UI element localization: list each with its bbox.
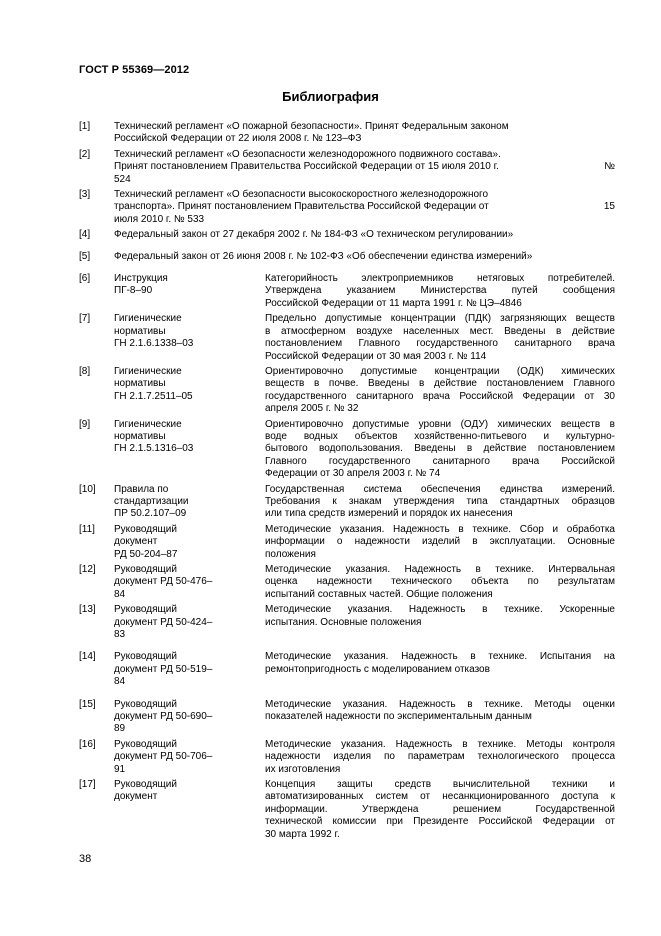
document-description	[265, 419, 615, 481]
entry-number: [16]	[79, 738, 96, 750]
document-description	[265, 564, 615, 601]
entry-number: [13]	[79, 604, 96, 616]
document-description	[265, 273, 615, 310]
entry-number: [12]	[79, 564, 96, 575]
document-label	[114, 419, 254, 456]
entry-number: [11]	[79, 523, 95, 535]
description-line: Методические указания. Надежность в технике. Интервальная	[265, 564, 615, 575]
description-line: надежности изделия по параметрам технологического процесса	[265, 751, 615, 763]
label-line: Гигиенические	[114, 365, 182, 377]
description-line: Предельно допустимые концентрации (ПДК) загрязняющих веществ	[265, 313, 615, 325]
label-line: ГН 2.1.7.2511–05	[114, 390, 193, 402]
bibliography-entry	[79, 484, 615, 521]
label-line: Руководящий	[114, 523, 177, 535]
document-description	[265, 313, 615, 363]
entry-line: Федеральный закон от 26 июня 2008 г. № 102-ФЗ «Об обеспечении единства измерений»	[114, 250, 533, 262]
description-line: положения	[265, 548, 316, 560]
label-line: Гигиенические	[114, 418, 182, 430]
entry-text	[114, 149, 615, 186]
bibliography-entry	[79, 739, 615, 776]
description-line: Концепция защиты средств вычислительной техники и	[265, 779, 615, 790]
entry-line: июля 2010 г. № 533	[114, 213, 205, 225]
bibliography-entry	[79, 313, 615, 363]
label-line: РД 50-204–87	[114, 548, 178, 560]
entry-line: Технический регламент «О безопасности железнодорожного подвижного состава».	[114, 148, 501, 160]
entry-line-tail: №	[604, 161, 615, 173]
description-line: Главного государственного санитарного врача Российской	[265, 455, 615, 467]
label-line: Инструкция	[114, 273, 168, 285]
entry-number: [15]	[79, 698, 96, 710]
entry-line-text: транспорта». Принят постановлением Правительства Российской Федерации от	[114, 201, 489, 213]
document-label	[114, 564, 254, 601]
document-label	[114, 366, 254, 403]
document-description	[265, 651, 615, 688]
document-description	[265, 739, 615, 776]
document-description	[265, 699, 615, 736]
label-line: документ РД 50-424–	[114, 616, 213, 628]
entry-number: [14]	[79, 651, 96, 663]
bibliography-entry	[79, 251, 615, 263]
bibliography-list	[79, 121, 615, 844]
entry-line: Федеральный закон от 27 декабря 2002 г. № 184-ФЗ «О техническом регулировании»	[114, 229, 514, 241]
description-line: в атмосферном воздухе населенных мест. Введены в действие	[265, 325, 615, 337]
description-line: Методические указания. Надежность в технике. Сбор и обработка	[265, 523, 615, 535]
description-line: Российской Федерации от 30 мая 2003 г. № 114	[265, 350, 487, 362]
label-line: ГН 2.1.5.1316–03	[114, 443, 194, 455]
bibliography-entry	[79, 524, 615, 561]
entry-number: [6]	[79, 273, 91, 285]
document-label	[114, 524, 254, 561]
label-line: Руководящий	[114, 779, 177, 790]
bibliography-entry	[79, 419, 615, 481]
bibliography-entry	[79, 564, 615, 601]
label-line: Руководящий	[114, 564, 177, 575]
bibliography-entry	[79, 699, 615, 736]
description-line: Методические указания. Надежность в технике. Методы контроля	[265, 738, 615, 750]
description-line: технической комиссии при Президенте Российской Федерации от	[265, 816, 615, 828]
page-number: 38	[79, 853, 92, 865]
label-line: Руководящий	[114, 698, 177, 710]
entry-number: [7]	[79, 313, 91, 325]
description-line: Российской Федерации от 11 марта 1991 г. № ЦЭ–4846	[265, 297, 522, 309]
label-line: 84	[114, 676, 126, 688]
label-line: документ РД 50-706–	[114, 751, 213, 763]
entry-number: [4]	[79, 229, 91, 241]
label-line: нормативы	[114, 325, 166, 337]
description-line: Категорийность электроприемников нетяговых потребителей.	[265, 273, 615, 285]
document-description	[265, 366, 615, 416]
entry-number: [3]	[79, 189, 91, 201]
description-line: Методические указания. Надежность в технике. Испытания на	[265, 651, 615, 663]
document-label	[114, 484, 254, 521]
label-line: Руководящий	[114, 604, 177, 616]
label-line: нормативы	[114, 378, 166, 390]
label-line: документ РД 50-519–	[114, 663, 213, 675]
label-line: ГН 2.1.6.1338–03	[114, 338, 194, 350]
description-line: показателей надежности по экспериментальным данным	[265, 711, 532, 722]
bibliography-entry	[79, 149, 615, 186]
description-line: Методические указания. Надежность в технике. Методы оценки	[265, 698, 615, 710]
entry-text	[114, 229, 615, 241]
description-line: испытания. Основные положения	[265, 616, 422, 628]
document-label	[114, 313, 254, 350]
label-line: стандартизации	[114, 495, 189, 507]
label-line: нормативы	[114, 430, 166, 442]
bibliography-entry	[79, 651, 615, 688]
label-line: Гигиенические	[114, 313, 182, 325]
entry-line-text: Принят постановлением Правительства Российской Федерации от 15 июля 2010 г.	[114, 161, 499, 173]
label-line: 91	[114, 763, 126, 775]
description-line: Требования к знакам утверждения типа стандартных образцов	[265, 495, 615, 507]
description-line: Утверждена указанием Министерства путей сообщения	[265, 285, 615, 297]
label-line: документ	[114, 791, 158, 803]
description-line: апреля 2005 г. № 32	[265, 403, 359, 415]
document-label	[114, 739, 254, 776]
label-line: 83	[114, 629, 126, 641]
document-label	[114, 699, 254, 736]
description-line: Ориентировочно допустимые концентрации (ОДК) химических	[265, 365, 615, 377]
entry-number: [1]	[79, 121, 91, 132]
label-line: 89	[114, 723, 126, 735]
description-line: бытового водопользования. Введены в действие постановлением	[265, 443, 615, 455]
entry-number: [2]	[79, 148, 91, 160]
entry-text	[114, 251, 615, 263]
entry-line: Технический регламент «О безопасности высокоскоростного железнодорожного	[114, 189, 489, 201]
bibliography-entry	[79, 189, 615, 226]
description-line: государственного санитарного врача Российской Федерации от 30	[265, 390, 615, 402]
document-label	[114, 651, 254, 688]
bibliography-entry	[79, 366, 615, 416]
entry-number: [9]	[79, 418, 91, 430]
description-line: 30 марта 1992 г.	[265, 828, 340, 840]
label-line: документ РД 50-690–	[114, 711, 213, 722]
entry-line: Российской Федерации от 22 июля 2008 г. № 123–ФЗ	[114, 133, 362, 145]
description-line: Государственная система обеспечения единства измерений.	[265, 483, 615, 495]
entry-number: [5]	[79, 250, 91, 262]
description-line: воде водных объектов хозяйственно-питьевого и культурно-	[265, 430, 615, 442]
description-line: Ориентировочно допустимые уровни (ОДУ) химических веществ в	[265, 418, 615, 430]
entry-line: Технический регламент «О пожарной безопасности». Принят Федеральным законом	[114, 121, 509, 132]
document-description	[265, 779, 615, 841]
label-line: документ РД 50-476–	[114, 576, 213, 588]
document-label	[114, 779, 254, 804]
bibliography-entry	[79, 273, 615, 310]
entry-text	[114, 189, 615, 226]
page-title: Библиография	[282, 89, 379, 104]
entry-line	[114, 161, 615, 173]
label-line: ПР 50.2.107–09	[114, 508, 187, 520]
description-line: Федерации от 30 апреля 2003 г. № 74	[265, 468, 441, 480]
description-line: их изготовления	[265, 763, 341, 775]
entry-number: [17]	[79, 779, 96, 790]
document-label	[114, 273, 254, 298]
description-line: испытаний составных частей. Общие положения	[265, 588, 493, 600]
label-line: Руководящий	[114, 738, 177, 750]
entry-number: [8]	[79, 365, 91, 377]
document-label	[114, 604, 254, 641]
description-line: автоматизированных систем от несанкционированного доступа к	[265, 791, 615, 803]
description-line: веществ в почве. Введены в действие постановлением Главного	[265, 378, 615, 390]
bibliography-entry	[79, 779, 615, 841]
label-line: Руководящий	[114, 651, 177, 663]
description-line: или типа средств измерений и порядок их нанесения	[265, 508, 513, 520]
label-line: ПГ-8–90	[114, 285, 153, 297]
entry-number: [10]	[79, 483, 96, 495]
description-line: информации о надежности изделий в эксплуатации. Основные	[265, 536, 615, 548]
bibliography-entry	[79, 229, 615, 241]
entry-line: 524	[114, 173, 131, 185]
label-line: 84	[114, 588, 126, 600]
description-line: постановлением Главного государственного санитарного врача	[265, 338, 615, 350]
document-description	[265, 524, 615, 561]
description-line: информации. Утверждена решением Государственной	[265, 803, 615, 815]
entry-line	[114, 201, 615, 213]
label-line: документ	[114, 536, 158, 548]
entry-line-tail: 15	[603, 201, 615, 213]
bibliography-entry	[79, 121, 615, 146]
standard-header: ГОСТ Р 55369—2012	[79, 64, 190, 76]
bibliography-entry	[79, 604, 615, 641]
description-line: оценка надежности технического объекта по результатам	[265, 576, 615, 588]
label-line: Правила по	[114, 483, 169, 495]
description-line: Методические указания. Надежность в технике. Ускоренные	[265, 604, 615, 616]
document-description	[265, 604, 615, 641]
entry-text	[114, 121, 615, 146]
document-description	[265, 484, 615, 521]
description-line: ремонтопригодность с моделированием отказов	[265, 663, 490, 675]
